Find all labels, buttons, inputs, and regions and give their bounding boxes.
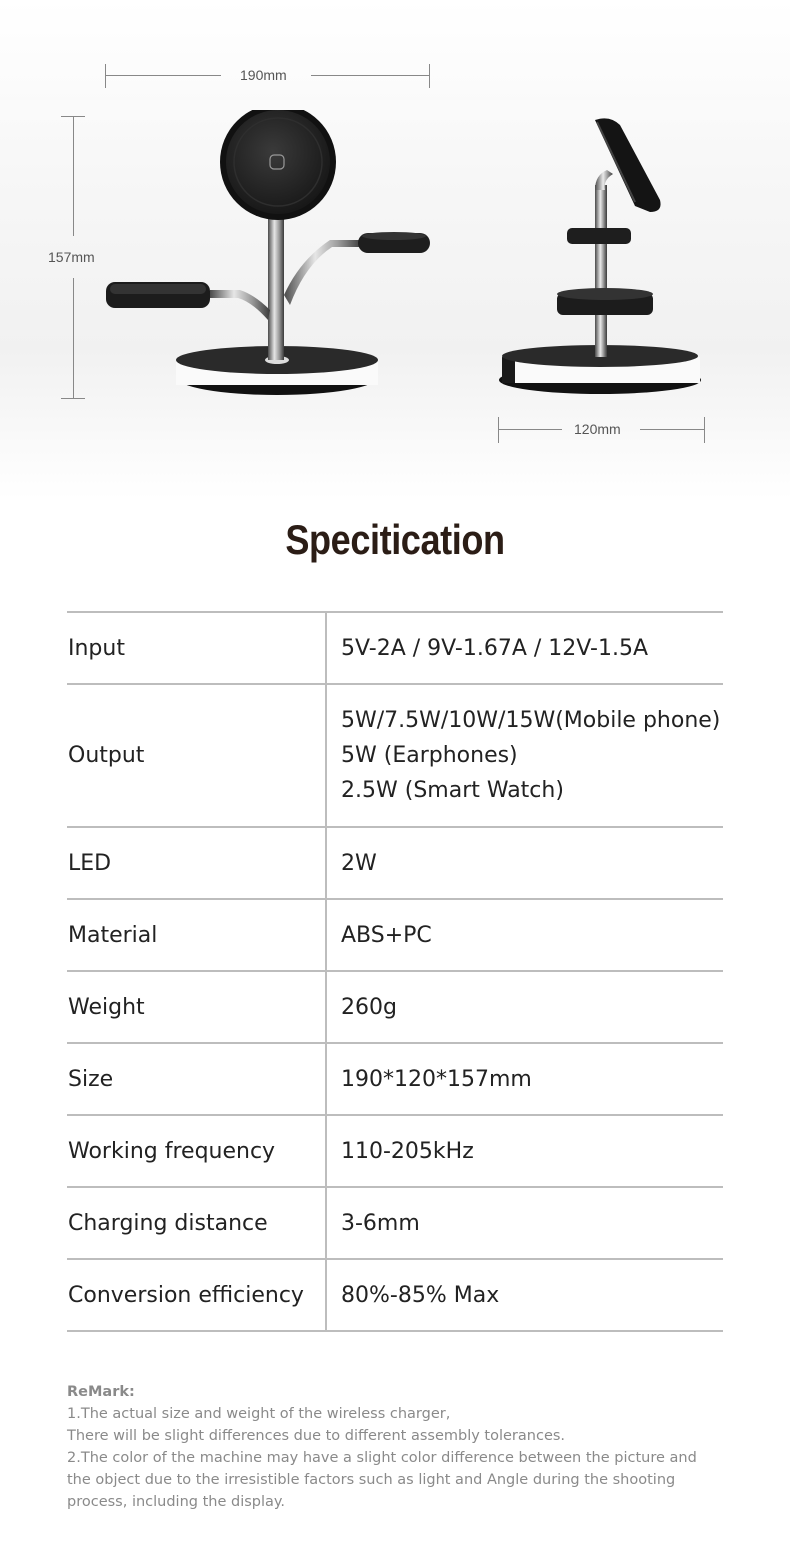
table-row [67, 899, 723, 971]
remark-block [67, 1381, 747, 1513]
depth-dim-tick-right [704, 417, 705, 443]
height-dim-label: 157mm [48, 249, 95, 265]
spec-value: 190*120*157mm [326, 1043, 723, 1115]
table-row [67, 1259, 723, 1331]
page-title: Specitication [285, 516, 505, 563]
remark-line: process, including the display. [67, 1494, 286, 1510]
spec-value: 3-6mm [326, 1187, 723, 1259]
spec-label: Input [67, 612, 326, 684]
height-dim-tick-top [61, 116, 85, 117]
depth-dim-line-left [498, 429, 562, 430]
table-row [67, 971, 723, 1043]
width-dim-tick-left [105, 64, 106, 88]
remark-line: the object due to the irresistible factors such as light and Angle during the shooting [67, 1472, 676, 1488]
remark-heading: ReMark: [67, 1384, 135, 1400]
height-dim-line-bottom [73, 278, 74, 398]
spec-label: Conversion efficiency [67, 1259, 326, 1331]
spec-label: LED [67, 827, 326, 899]
width-dim-label: 190mm [240, 67, 287, 83]
table-row [67, 612, 723, 684]
spec-label: Charging distance [67, 1187, 326, 1259]
charger-front-view [100, 110, 440, 410]
remark-line: There will be slight differences due to different assembly tolerances. [67, 1428, 566, 1444]
depth-dim-tick-left [498, 417, 499, 443]
spec-label: Weight [67, 971, 326, 1043]
specification-table [67, 611, 723, 1332]
remark-line: 2.The color of the machine may have a slight color difference between the picture and [67, 1450, 697, 1466]
width-dim-tick-right [429, 64, 430, 88]
table-row [67, 827, 723, 899]
spec-label: Output [67, 684, 326, 827]
height-dim-tick-bottom [61, 398, 85, 399]
spec-value-line: 5W/7.5W/10W/15W(Mobile phone) [341, 708, 721, 733]
spec-value: 2W [326, 827, 723, 899]
spec-value: 80%-85% Max [326, 1259, 723, 1331]
charger-side-view [495, 110, 710, 400]
height-dim-line-top [73, 116, 74, 236]
spec-value-line: 2.5W (Smart Watch) [341, 778, 564, 803]
spec-label: Size [67, 1043, 326, 1115]
remark-line: 1.The actual size and weight of the wireless charger, [67, 1406, 451, 1422]
width-dim-line-left [106, 75, 221, 76]
table-row [67, 684, 723, 827]
spec-label: Material [67, 899, 326, 971]
width-dim-line-right [311, 75, 429, 76]
depth-dim-label: 120mm [574, 421, 621, 437]
spec-value [326, 684, 723, 827]
spec-value: 260g [326, 971, 723, 1043]
table-row [67, 1187, 723, 1259]
table-row [67, 1115, 723, 1187]
depth-dim-line-right [640, 429, 704, 430]
spec-value-line: 5W (Earphones) [341, 743, 518, 768]
table-row [67, 1043, 723, 1115]
spec-value: 5V-2A / 9V-1.67A / 12V-1.5A [326, 612, 723, 684]
spec-value: 110-205kHz [326, 1115, 723, 1187]
spec-value: ABS+PC [326, 899, 723, 971]
product-hero [0, 0, 790, 500]
spec-label: Working frequency [67, 1115, 326, 1187]
